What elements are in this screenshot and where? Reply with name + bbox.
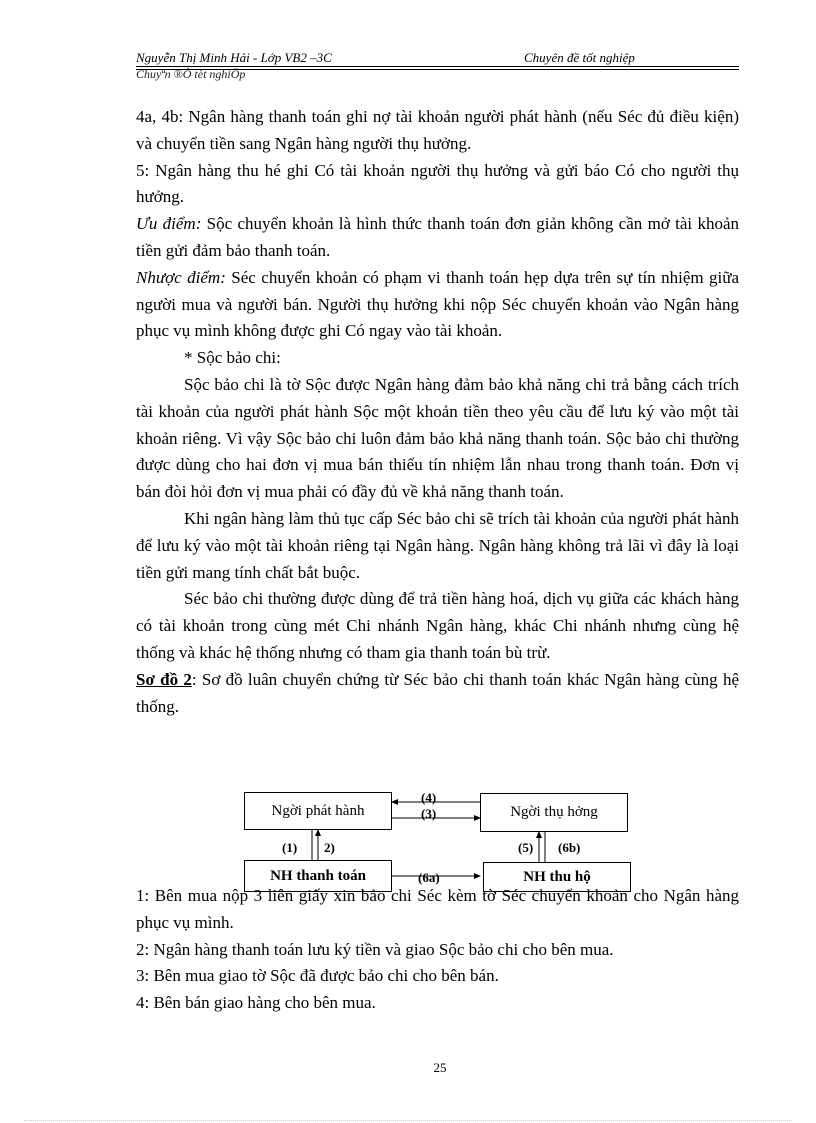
paragraph: 5: Ngân hàng thu hé ghi Có tài khoản người thụ hưởng và gửi báo Có cho người thụ hưởng. <box>136 160 739 207</box>
disadvantages-label: Nhược điểm: <box>136 267 226 287</box>
diagram-caption <box>136 667 739 721</box>
label-6b: (6b) <box>558 840 581 855</box>
section-heading: * Sộc bảo chi: <box>184 348 281 368</box>
label-3: (3) <box>421 806 437 821</box>
label-4: (4) <box>421 790 437 805</box>
diagram-caption-label: Sơ đồ 2 <box>136 669 192 689</box>
page-number: 25 <box>433 1060 447 1075</box>
list-item: 4: Bên bán giao hàng cho bên mua. <box>136 993 376 1013</box>
box-collecting-bank: NH thu hộ <box>483 862 631 892</box>
label-1: (1) <box>282 840 298 855</box>
header-doc-type: Chuyên đề tốt nghiệp <box>524 50 635 65</box>
paragraph: Sộc bảo chi là tờ Sộc được Ngân hàng đảm bảo khả năng chi trả bằng cách trích tài khoản của người phát hành Sộc một khoản tiền theo yêu cầu để lưu ký vào một tài khoản riêng. Vì vậy Sộc bảo chi luôn đảm bảo khả năng thanh toán. Sộc bảo chi thường được dùng cho hai đơn vị mua bán thiếu tín nhiệm lẫn nhau trong thanh toán. Đơn vị bán đòi hỏi đơn vị mua phải có đầy đủ về khả năng thanh toán. <box>136 374 739 502</box>
box-issuer: Ngời phát hành <box>244 792 392 830</box>
flow-diagram <box>240 788 640 892</box>
advantages-label: Ưu điểm: <box>136 214 202 234</box>
header-author: Nguyễn Thị Minh Hải - Lớp VB2 –3C <box>136 50 332 65</box>
header-sub: Chuyªn ®Ò tèt nghiÖp <box>136 67 246 81</box>
page-bottom-divider <box>24 1120 792 1121</box>
steps-list <box>136 883 739 1017</box>
disadvantages-text: Séc chuyển khoản có phạm vi thanh toán hẹp dựa trên sự tín nhiệm giữa người mua và người bán. Người thụ hưởng khi nộp Séc chuyển khoản vào Ngân hàng phục vụ mình không được ghi Có ngay vào tài khoản. <box>136 267 740 341</box>
diagram-caption-text: : Sơ đồ luân chuyển chứng từ Séc bảo chi thanh toán khác Ngân hàng cùng hệ thống. <box>136 669 740 716</box>
advantages-text: Sộc chuyển khoản là hình thức thanh toán đơn giản không cần mở tài khoản tiền gửi đảm bảo thanh toán. <box>136 214 739 260</box>
list-item: 2: Ngân hàng thanh toán lưu ký tiền và giao Sộc bảo chi cho bên mua. <box>136 939 614 959</box>
paragraph <box>136 211 739 265</box>
paragraph: 4a, 4b: Ngân hàng thanh toán ghi nợ tài khoản người phát hành (nếu Séc đủ điều kiện) và chuyển tiền sang Ngân hàng người thụ hưởng. <box>136 107 739 153</box>
box-beneficiary: Ngời thụ hởng <box>480 793 628 832</box>
list-item: 3: Bên mua giao tờ Sộc đã được bảo chi cho bên bán. <box>136 966 499 986</box>
paragraph: Khi ngân hàng làm thủ tục cấp Séc bảo chi sẽ trích tài khoản của người phát hành để lưu ký vào một tài khoản riêng tại Ngân hàng. Ngân hàng không trả lãi vì đây là loại tiền gửi mang tính chất bắt buộc. <box>136 508 739 582</box>
label-5: (5) <box>518 840 534 855</box>
box-paying-bank: NH thanh toán <box>244 860 392 892</box>
label-2: 2) <box>324 840 335 855</box>
list-item: 1: Bên mua nộp 3 liên giấy xin bảo chi Séc kèm tờ Séc chuyển khoản cho Ngân hàng phục vụ mình. <box>136 886 739 932</box>
main-text <box>136 104 739 720</box>
paragraph: Séc bảo chi thường được dùng để trả tiền hàng hoá, dịch vụ giữa các khách hàng có tài khoản trong cùng mét Chi nhánh Ngân hàng, khác Chi nhánh nhưng cùng hệ thống và khác hệ thống nhưng có tham gia thanh toán bù trừ. <box>136 589 739 662</box>
label-6a: (6a) <box>418 870 440 885</box>
paragraph <box>136 265 739 345</box>
